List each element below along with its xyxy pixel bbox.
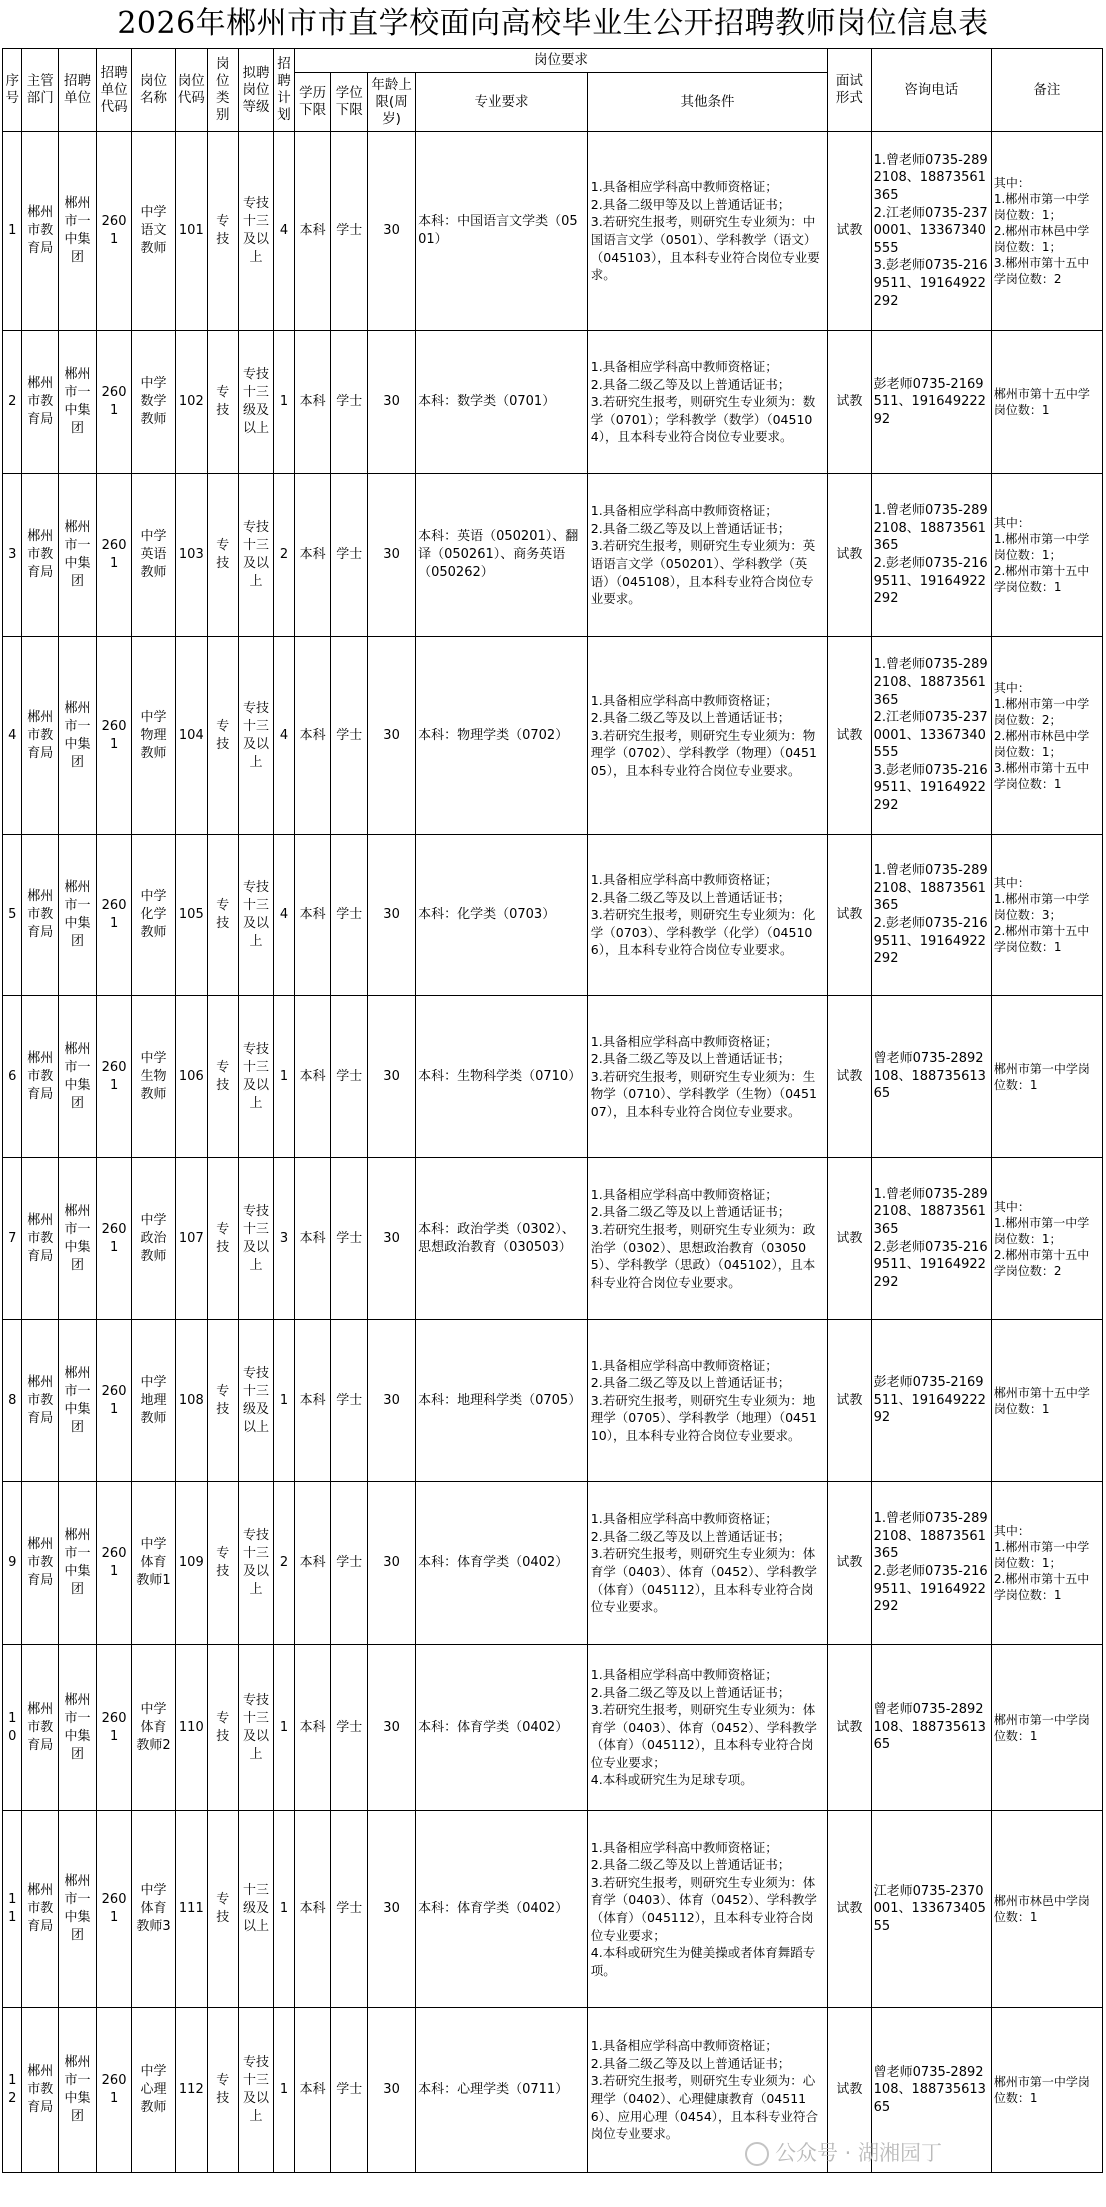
cell-post-code: 101: [175, 132, 207, 331]
table-row: [3, 1320, 1103, 1482]
cell-post-code: 102: [175, 331, 207, 474]
cell-dept: 郴州市教育局: [22, 1811, 59, 2008]
cell-unit: 郴州市一中集团: [59, 996, 97, 1158]
cell-age: 30: [368, 132, 416, 331]
cell-other: 1.具备相应学科高中教师资格证； 2.具备二级乙等及以上普通话证书； 3.若研究生报考，则研究生专业须为：心理学（0402）、心理健康教育（045116）、应用心理（0454），且本科专业符合岗位专业要求。: [587, 2008, 827, 2173]
cell-unit-code: 2601: [96, 1482, 131, 1645]
cell-unit-code: 2601: [96, 132, 131, 331]
table-row: [3, 637, 1103, 835]
cell-exam: 试教: [828, 132, 871, 331]
header-plan: 招聘计划: [274, 49, 295, 132]
header-edu: 学历下限: [294, 73, 331, 132]
cell-edu: 本科: [294, 637, 331, 835]
cell-post-code: 107: [175, 1158, 207, 1320]
cell-plan: 1: [274, 996, 295, 1158]
cell-post-name: 中学物理教师: [132, 637, 175, 835]
cell-unit: 郴州市一中集团: [59, 835, 97, 996]
cell-note: 郴州市第一中学岗位数：1: [991, 1645, 1102, 1811]
table-row: [3, 331, 1103, 474]
cell-age: 30: [368, 1645, 416, 1811]
cell-major: 本科：体育学类（0402）: [416, 1811, 588, 2008]
cell-seq: 6: [3, 996, 22, 1158]
cell-other: 1.具备相应学科高中教师资格证； 2.具备二级乙等及以上普通话证书； 3.若研究生报考，则研究生专业须为：英语语言文学（050201）、学科教学（英语）（045108），且本科专业符合岗位专业要求。: [587, 474, 827, 637]
cell-degree: 学士: [331, 835, 368, 996]
cell-unit: 郴州市一中集团: [59, 331, 97, 474]
cell-post-name: 中学政治教师: [132, 1158, 175, 1320]
watermark: [745, 2138, 1075, 2168]
cell-unit-code: 2601: [96, 1320, 131, 1482]
cell-post-type: 专技: [207, 835, 238, 996]
cell-dept: 郴州市教育局: [22, 2008, 59, 2173]
header-age: 年龄上限(周岁): [368, 73, 416, 132]
cell-exam: 试教: [828, 1320, 871, 1482]
cell-other: 1.具备相应学科高中教师资格证； 2.具备二级乙等及以上普通话证书； 3.若研究生报考，则研究生专业须为：体育学（0403）、体育（0452）、学科教学（体育）（045112），且本科专业符合岗位专业要求； 4.本科或研究生为健美操或者体育舞蹈专项。: [587, 1811, 827, 2008]
cell-note: 其中： 1.郴州市第一中学岗位数：1； 2.郴州市林邑中学岗位数：1； 3.郴州市第十五中学岗位数：2: [991, 132, 1102, 331]
cell-unit: 郴州市一中集团: [59, 1645, 97, 1811]
cell-edu: 本科: [294, 835, 331, 996]
cell-unit: 郴州市一中集团: [59, 474, 97, 637]
cell-note: 其中： 1.郴州市第一中学岗位数：2； 2.郴州市林邑中学岗位数：1； 3.郴州市第十五中学岗位数：1: [991, 637, 1102, 835]
cell-level: 专技十三及以上: [238, 835, 273, 996]
cell-dept: 郴州市教育局: [22, 835, 59, 996]
cell-unit: 郴州市一中集团: [59, 2008, 97, 2173]
cell-age: 30: [368, 996, 416, 1158]
cell-age: 30: [368, 474, 416, 637]
cell-phone: 1.曾老师0735-2892108、18873561365 2.江老师0735-2370001、13367340555 3.彭老师0735-2169511、19164922292: [871, 637, 991, 835]
cell-age: 30: [368, 2008, 416, 2173]
cell-phone: 1.曾老师0735-2892108、18873561365 2.彭老师0735-2169511、19164922292: [871, 474, 991, 637]
header-post-type: 岗位类别: [207, 49, 238, 132]
cell-major: 本科：化学类（0703）: [416, 835, 588, 996]
cell-unit-code: 2601: [96, 1158, 131, 1320]
cell-level: 专技十三及以上: [238, 1482, 273, 1645]
cell-post-code: 112: [175, 2008, 207, 2173]
cell-edu: 本科: [294, 1482, 331, 1645]
cell-other: 1.具备相应学科高中教师资格证； 2.具备二级乙等及以上普通话证书； 3.若研究生报考，则研究生专业须为：生物学（0710）、学科教学（生物）（045107），且本科专业符合岗位专业要求。: [587, 996, 827, 1158]
cell-post-name: 中学语文教师: [132, 132, 175, 331]
cell-degree: 学士: [331, 2008, 368, 2173]
cell-post-name: 中学体育教师1: [132, 1482, 175, 1645]
cell-seq: 2: [3, 331, 22, 474]
cell-dept: 郴州市教育局: [22, 1482, 59, 1645]
cell-degree: 学士: [331, 637, 368, 835]
recruitment-table: [2, 48, 1103, 2173]
cell-plan: 1: [274, 331, 295, 474]
table-row: [3, 1482, 1103, 1645]
cell-note: 郴州市第十五中学岗位数：1: [991, 1320, 1102, 1482]
cell-edu: 本科: [294, 474, 331, 637]
cell-age: 30: [368, 637, 416, 835]
cell-note: 其中： 1.郴州市第一中学岗位数：1； 2.郴州市第十五中学岗位数：1: [991, 474, 1102, 637]
cell-edu: 本科: [294, 2008, 331, 2173]
cell-phone: 曾老师0735-2892108、18873561365: [871, 996, 991, 1158]
cell-seq: 5: [3, 835, 22, 996]
cell-post-type: 专技: [207, 132, 238, 331]
cell-level: 专技十三级及以上: [238, 1320, 273, 1482]
cell-edu: 本科: [294, 331, 331, 474]
header-dept: 主管部门: [22, 49, 59, 132]
cell-unit-code: 2601: [96, 2008, 131, 2173]
cell-plan: 2: [274, 1482, 295, 1645]
cell-post-code: 110: [175, 1645, 207, 1811]
cell-unit-code: 2601: [96, 331, 131, 474]
cell-exam: 试教: [828, 996, 871, 1158]
cell-phone: 江老师0735-2370001、13367340555: [871, 1811, 991, 2008]
table-row: [3, 1811, 1103, 2008]
cell-degree: 学士: [331, 1811, 368, 2008]
cell-dept: 郴州市教育局: [22, 1158, 59, 1320]
header-note: 备注: [991, 49, 1102, 132]
cell-post-name: 中学体育教师2: [132, 1645, 175, 1811]
table-row: [3, 835, 1103, 996]
cell-plan: 1: [274, 1320, 295, 1482]
cell-seq: 12: [3, 2008, 22, 2173]
header-exam: 面试形式: [828, 49, 871, 132]
cell-seq: 3: [3, 474, 22, 637]
cell-post-name: 中学生物教师: [132, 996, 175, 1158]
cell-exam: 试教: [828, 637, 871, 835]
cell-post-name: 中学心理教师: [132, 2008, 175, 2173]
cell-plan: 2: [274, 474, 295, 637]
cell-degree: 学士: [331, 1482, 368, 1645]
cell-other: 1.具备相应学科高中教师资格证； 2.具备二级甲等及以上普通话证书； 3.若研究生报考，则研究生专业须为：中国语言文学（0501）、学科教学（语文）（045103），且本科专业符合岗位专业要求。: [587, 132, 827, 331]
cell-post-name: 中学地理教师: [132, 1320, 175, 1482]
cell-post-type: 专技: [207, 331, 238, 474]
cell-degree: 学士: [331, 331, 368, 474]
cell-dept: 郴州市教育局: [22, 132, 59, 331]
table-row: [3, 1158, 1103, 1320]
cell-exam: 试教: [828, 1811, 871, 2008]
header-post-code: 岗位代码: [175, 49, 207, 132]
table-body: [3, 132, 1103, 2173]
table-row: [3, 1645, 1103, 1811]
cell-exam: 试教: [828, 474, 871, 637]
cell-major: 本科：心理学类（0711）: [416, 2008, 588, 2173]
cell-level: 专技十三及以上: [238, 132, 273, 331]
cell-edu: 本科: [294, 1645, 331, 1811]
cell-plan: 1: [274, 2008, 295, 2173]
cell-phone: 曾老师0735-2892108、18873561365: [871, 1645, 991, 1811]
cell-post-code: 108: [175, 1320, 207, 1482]
cell-level: 专技十三及以上: [238, 996, 273, 1158]
cell-age: 30: [368, 1811, 416, 2008]
cell-dept: 郴州市教育局: [22, 1645, 59, 1811]
cell-other: 1.具备相应学科高中教师资格证； 2.具备二级乙等及以上普通话证书； 3.若研究生报考，则研究生专业须为：体育学（0403）、体育（0452）、学科教学（体育）（045112），且本科专业符合岗位专业要求； 4.本科或研究生为足球专项。: [587, 1645, 827, 1811]
cell-phone: 1.曾老师0735-2892108、18873561365 2.彭老师0735-2169511、19164922292: [871, 1158, 991, 1320]
cell-note: 其中： 1.郴州市第一中学岗位数：1； 2.郴州市第十五中学岗位数：1: [991, 1482, 1102, 1645]
cell-major: 本科：中国语言文学类（0501）: [416, 132, 588, 331]
cell-edu: 本科: [294, 1320, 331, 1482]
header-degree: 学位下限: [331, 73, 368, 132]
cell-note: 其中： 1.郴州市第一中学岗位数：1； 2.郴州市第十五中学岗位数：2: [991, 1158, 1102, 1320]
header-level: 拟聘岗位等级: [238, 49, 273, 132]
cell-unit-code: 2601: [96, 1645, 131, 1811]
cell-phone: 曾老师0735-2892108、18873561365: [871, 2008, 991, 2173]
cell-post-code: 106: [175, 996, 207, 1158]
cell-age: 30: [368, 1320, 416, 1482]
cell-level: 十三级及以上: [238, 1811, 273, 2008]
cell-major: 本科：政治学类（0302）、思想政治教育（030503）: [416, 1158, 588, 1320]
cell-post-type: 专技: [207, 2008, 238, 2173]
cell-post-code: 109: [175, 1482, 207, 1645]
table-row: [3, 474, 1103, 637]
cell-level: 专技十三及以上: [238, 1158, 273, 1320]
cell-note: 郴州市第一中学岗位数：1: [991, 996, 1102, 1158]
cell-exam: 试教: [828, 331, 871, 474]
cell-dept: 郴州市教育局: [22, 996, 59, 1158]
cell-note: 郴州市林邑中学岗位数：1: [991, 1811, 1102, 2008]
cell-degree: 学士: [331, 1320, 368, 1482]
cell-age: 30: [368, 331, 416, 474]
header-unit-code: 招聘单位代码: [96, 49, 131, 132]
cell-phone: 彭老师0735-2169511、19164922292: [871, 331, 991, 474]
cell-plan: 3: [274, 1158, 295, 1320]
cell-unit-code: 2601: [96, 1811, 131, 2008]
cell-level: 专技十三及以上: [238, 1645, 273, 1811]
cell-plan: 1: [274, 1811, 295, 2008]
cell-edu: 本科: [294, 1158, 331, 1320]
cell-major: 本科：生物科学类（0710）: [416, 996, 588, 1158]
cell-phone: 1.曾老师0735-2892108、18873561365 2.江老师0735-2370001、13367340555 3.彭老师0735-2169511、19164922292: [871, 132, 991, 331]
cell-major: 本科：英语（050201）、翻译（050261）、商务英语（050262）: [416, 474, 588, 637]
cell-major: 本科：体育学类（0402）: [416, 1645, 588, 1811]
cell-post-name: 中学体育教师3: [132, 1811, 175, 2008]
cell-other: 1.具备相应学科高中教师资格证； 2.具备二级乙等及以上普通话证书； 3.若研究生报考，则研究生专业须为：数学（0701）；学科教学（数学）（045104），且本科专业符合岗位专业要求。: [587, 331, 827, 474]
cell-degree: 学士: [331, 996, 368, 1158]
table-row: [3, 132, 1103, 331]
cell-unit: 郴州市一中集团: [59, 1158, 97, 1320]
cell-seq: 8: [3, 1320, 22, 1482]
cell-note: 郴州市第十五中学岗位数：1: [991, 331, 1102, 474]
cell-post-name: 中学英语教师: [132, 474, 175, 637]
cell-note: 郴州市第一中学岗位数：1: [991, 2008, 1102, 2173]
cell-dept: 郴州市教育局: [22, 637, 59, 835]
cell-post-type: 专技: [207, 996, 238, 1158]
cell-edu: 本科: [294, 996, 331, 1158]
cell-level: 专技十三级及以上: [238, 331, 273, 474]
cell-plan: 4: [274, 637, 295, 835]
cell-seq: 11: [3, 1811, 22, 2008]
header-seq: 序号: [3, 49, 22, 132]
cell-other: 1.具备相应学科高中教师资格证； 2.具备二级乙等及以上普通话证书； 3.若研究生报考，则研究生专业须为：地理学（0705）、学科教学（地理）（045110），且本科专业符合岗位专业要求。: [587, 1320, 827, 1482]
cell-post-code: 104: [175, 637, 207, 835]
cell-post-name: 中学化学教师: [132, 835, 175, 996]
cell-phone: 1.曾老师0735-2892108、18873561365 2.彭老师0735-2169511、19164922292: [871, 835, 991, 996]
cell-age: 30: [368, 835, 416, 996]
cell-post-type: 专技: [207, 1811, 238, 2008]
cell-unit: 郴州市一中集团: [59, 1320, 97, 1482]
header-requirements: 岗位要求: [294, 49, 827, 73]
cell-post-type: 专技: [207, 1158, 238, 1320]
cell-other: 1.具备相应学科高中教师资格证； 2.具备二级乙等及以上普通话证书； 3.若研究生报考，则研究生专业须为：物理学（0702）、学科教学（物理）（045105），且本科专业符合岗位专业要求。: [587, 637, 827, 835]
cell-unit: 郴州市一中集团: [59, 637, 97, 835]
cell-unit-code: 2601: [96, 996, 131, 1158]
cell-level: 专技十三及以上: [238, 2008, 273, 2173]
cell-age: 30: [368, 1482, 416, 1645]
cell-post-type: 专技: [207, 1320, 238, 1482]
cell-post-name: 中学数学教师: [132, 331, 175, 474]
cell-unit-code: 2601: [96, 637, 131, 835]
cell-major: 本科：物理学类（0702）: [416, 637, 588, 835]
cell-major: 本科：数学类（0701）: [416, 331, 588, 474]
cell-post-code: 105: [175, 835, 207, 996]
cell-degree: 学士: [331, 1158, 368, 1320]
cell-unit-code: 2601: [96, 835, 131, 996]
cell-seq: 7: [3, 1158, 22, 1320]
cell-exam: 试教: [828, 2008, 871, 2173]
header-phone: 咨询电话: [871, 49, 991, 132]
cell-dept: 郴州市教育局: [22, 1320, 59, 1482]
cell-major: 本科：体育学类（0402）: [416, 1482, 588, 1645]
cell-post-code: 103: [175, 474, 207, 637]
cell-seq: 10: [3, 1645, 22, 1811]
watermark-text: 公众号 · 湖湘园丁: [775, 2141, 943, 2165]
cell-seq: 1: [3, 132, 22, 331]
cell-other: 1.具备相应学科高中教师资格证； 2.具备二级乙等及以上普通话证书； 3.若研究生报考，则研究生专业须为：体育学（0403）、体育（0452）、学科教学（体育）（045112），且本科专业符合岗位专业要求。: [587, 1482, 827, 1645]
header-major: 专业要求: [416, 73, 588, 132]
cell-other: 1.具备相应学科高中教师资格证； 2.具备二级乙等及以上普通话证书； 3.若研究生报考，则研究生专业须为：政治学（0302）、思想政治教育（030505）、学科教学（思政）（045102），且本科专业符合岗位专业要求。: [587, 1158, 827, 1320]
cell-exam: 试教: [828, 1482, 871, 1645]
cell-unit: 郴州市一中集团: [59, 1482, 97, 1645]
cell-seq: 9: [3, 1482, 22, 1645]
cell-phone: 1.曾老师0735-2892108、18873561365 2.彭老师0735-2169511、19164922292: [871, 1482, 991, 1645]
cell-exam: 试教: [828, 835, 871, 996]
cell-edu: 本科: [294, 1811, 331, 2008]
cell-post-type: 专技: [207, 637, 238, 835]
cell-plan: 1: [274, 1645, 295, 1811]
cell-post-type: 专技: [207, 1645, 238, 1811]
cell-note: 其中： 1.郴州市第一中学岗位数：3； 2.郴州市第十五中学岗位数：1: [991, 835, 1102, 996]
cell-level: 专技十三及以上: [238, 474, 273, 637]
header-other: 其他条件: [587, 73, 827, 132]
page-title: 2026年郴州市市直学校面向高校毕业生公开招聘教师岗位信息表: [117, 6, 989, 41]
cell-unit-code: 2601: [96, 474, 131, 637]
cell-degree: 学士: [331, 474, 368, 637]
cell-degree: 学士: [331, 132, 368, 331]
cell-plan: 4: [274, 835, 295, 996]
cell-post-code: 111: [175, 1811, 207, 2008]
cell-phone: 彭老师0735-2169511、19164922292: [871, 1320, 991, 1482]
cell-seq: 4: [3, 637, 22, 835]
cell-unit: 郴州市一中集团: [59, 132, 97, 331]
cell-major: 本科：地理科学类（0705）: [416, 1320, 588, 1482]
cell-post-type: 专技: [207, 1482, 238, 1645]
cell-dept: 郴州市教育局: [22, 331, 59, 474]
cell-edu: 本科: [294, 132, 331, 331]
cell-degree: 学士: [331, 1645, 368, 1811]
header-unit: 招聘单位: [59, 49, 97, 132]
cell-exam: 试教: [828, 1158, 871, 1320]
header-post-name: 岗位名称: [132, 49, 175, 132]
wechat-icon: [745, 2142, 769, 2166]
cell-level: 专技十三及以上: [238, 637, 273, 835]
cell-exam: 试教: [828, 1645, 871, 1811]
cell-dept: 郴州市教育局: [22, 474, 59, 637]
table-row: [3, 996, 1103, 1158]
cell-post-type: 专技: [207, 474, 238, 637]
cell-age: 30: [368, 1158, 416, 1320]
cell-other: 1.具备相应学科高中教师资格证； 2.具备二级乙等及以上普通话证书； 3.若研究生报考，则研究生专业须为：化学（0703）、学科教学（化学）（045106），且本科专业符合岗位专业要求。: [587, 835, 827, 996]
cell-plan: 4: [274, 132, 295, 331]
cell-unit: 郴州市一中集团: [59, 1811, 97, 2008]
